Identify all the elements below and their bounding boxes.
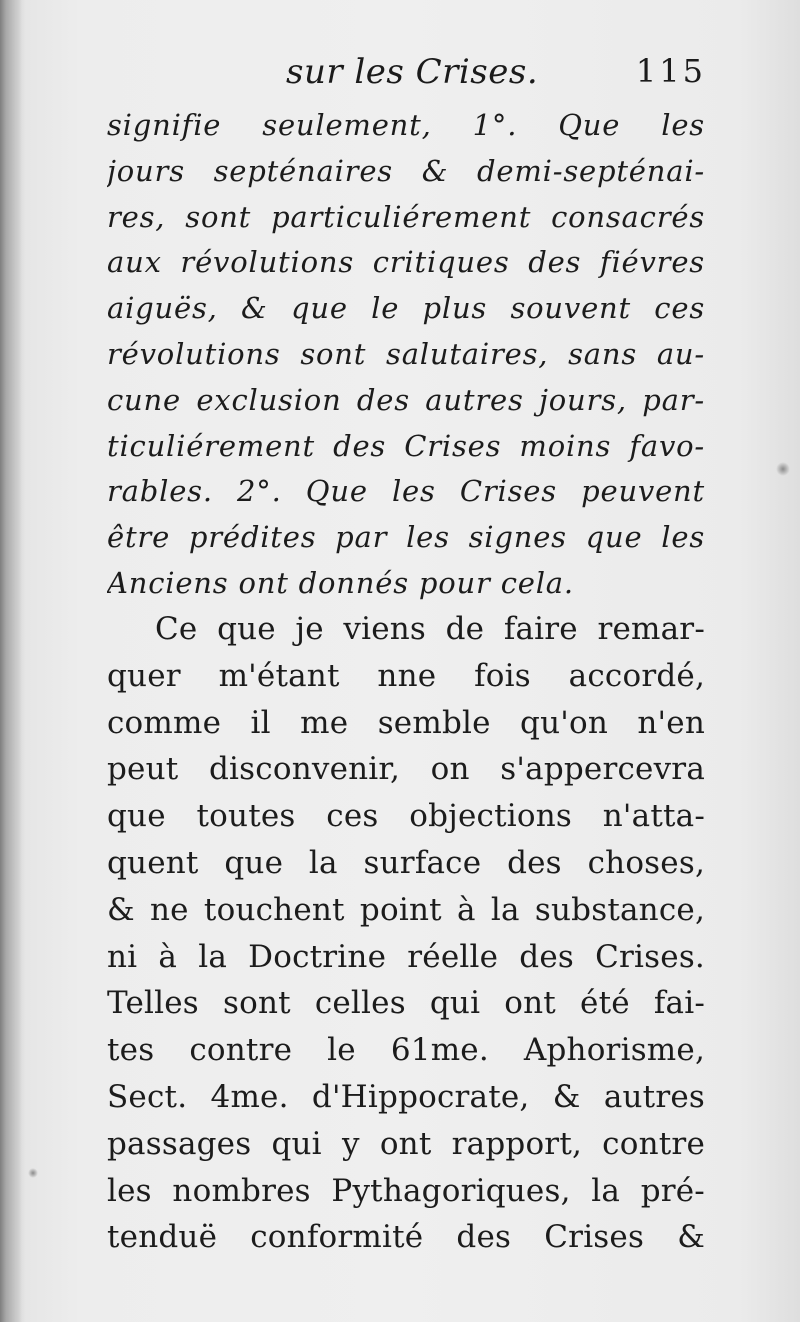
page-header <box>286 52 706 102</box>
text-line: signifie seulement, 1°. Que les <box>107 108 705 142</box>
running-head: sur les Crises. <box>286 52 539 92</box>
text-line: & ne touchent point à la substance, <box>107 891 705 928</box>
text-line: rables. 2°. Que les Crises peuvent <box>107 474 705 509</box>
text-line: cune exclusion des autres jours, par- <box>107 382 705 417</box>
page-gutter-shadow <box>0 0 22 1322</box>
text-line: Sect. 4me. d'Hippocrate, & autres <box>107 1078 705 1115</box>
text-line: quent que la surface des choses, <box>107 844 705 881</box>
paper-spot <box>28 1168 38 1178</box>
text-line: res, sont particuliérement consacrés <box>107 199 705 234</box>
text-line: tenduë conformité des Crises & <box>107 1219 705 1256</box>
text-line: ni à la Doctrine réelle des Crises. <box>107 938 705 975</box>
text-line: aux révolutions critiques des fiévres <box>107 245 705 280</box>
text-line: les nombres Pythagoriques, la pré- <box>107 1172 705 1209</box>
text-line: tes contre le 61me. Aphorisme, <box>107 1032 705 1069</box>
text-line: ticuliérement des Crises moins favo- <box>107 428 705 463</box>
italic-paragraph <box>107 103 705 607</box>
text-line: jours septénaires & demi-septénai- <box>107 153 705 188</box>
roman-paragraph <box>107 606 705 1261</box>
text-line: Telles sont celles qui ont été fai- <box>107 985 705 1022</box>
text-line: révolutions sont salutaires, sans au- <box>107 336 705 371</box>
text-line: aiguës, & que le plus souvent ces <box>107 291 705 326</box>
text-line: comme il me semble qu'on n'en <box>107 704 705 741</box>
text-line: peut disconvenir, on s'appercevra <box>107 751 705 788</box>
text-line: que toutes ces objections n'atta- <box>107 798 705 835</box>
paper-spot <box>776 462 790 476</box>
text-line: Ce que je viens de faire remar- <box>155 611 705 647</box>
text-line: être prédites par les signes que les <box>107 520 705 555</box>
text-line: passages qui y ont rapport, contre <box>107 1125 705 1162</box>
text-line: Anciens ont donnés pour cela. <box>107 565 574 600</box>
page-number: 115 <box>635 52 706 90</box>
text-line: quer m'étant nne fois accordé, <box>107 657 705 694</box>
